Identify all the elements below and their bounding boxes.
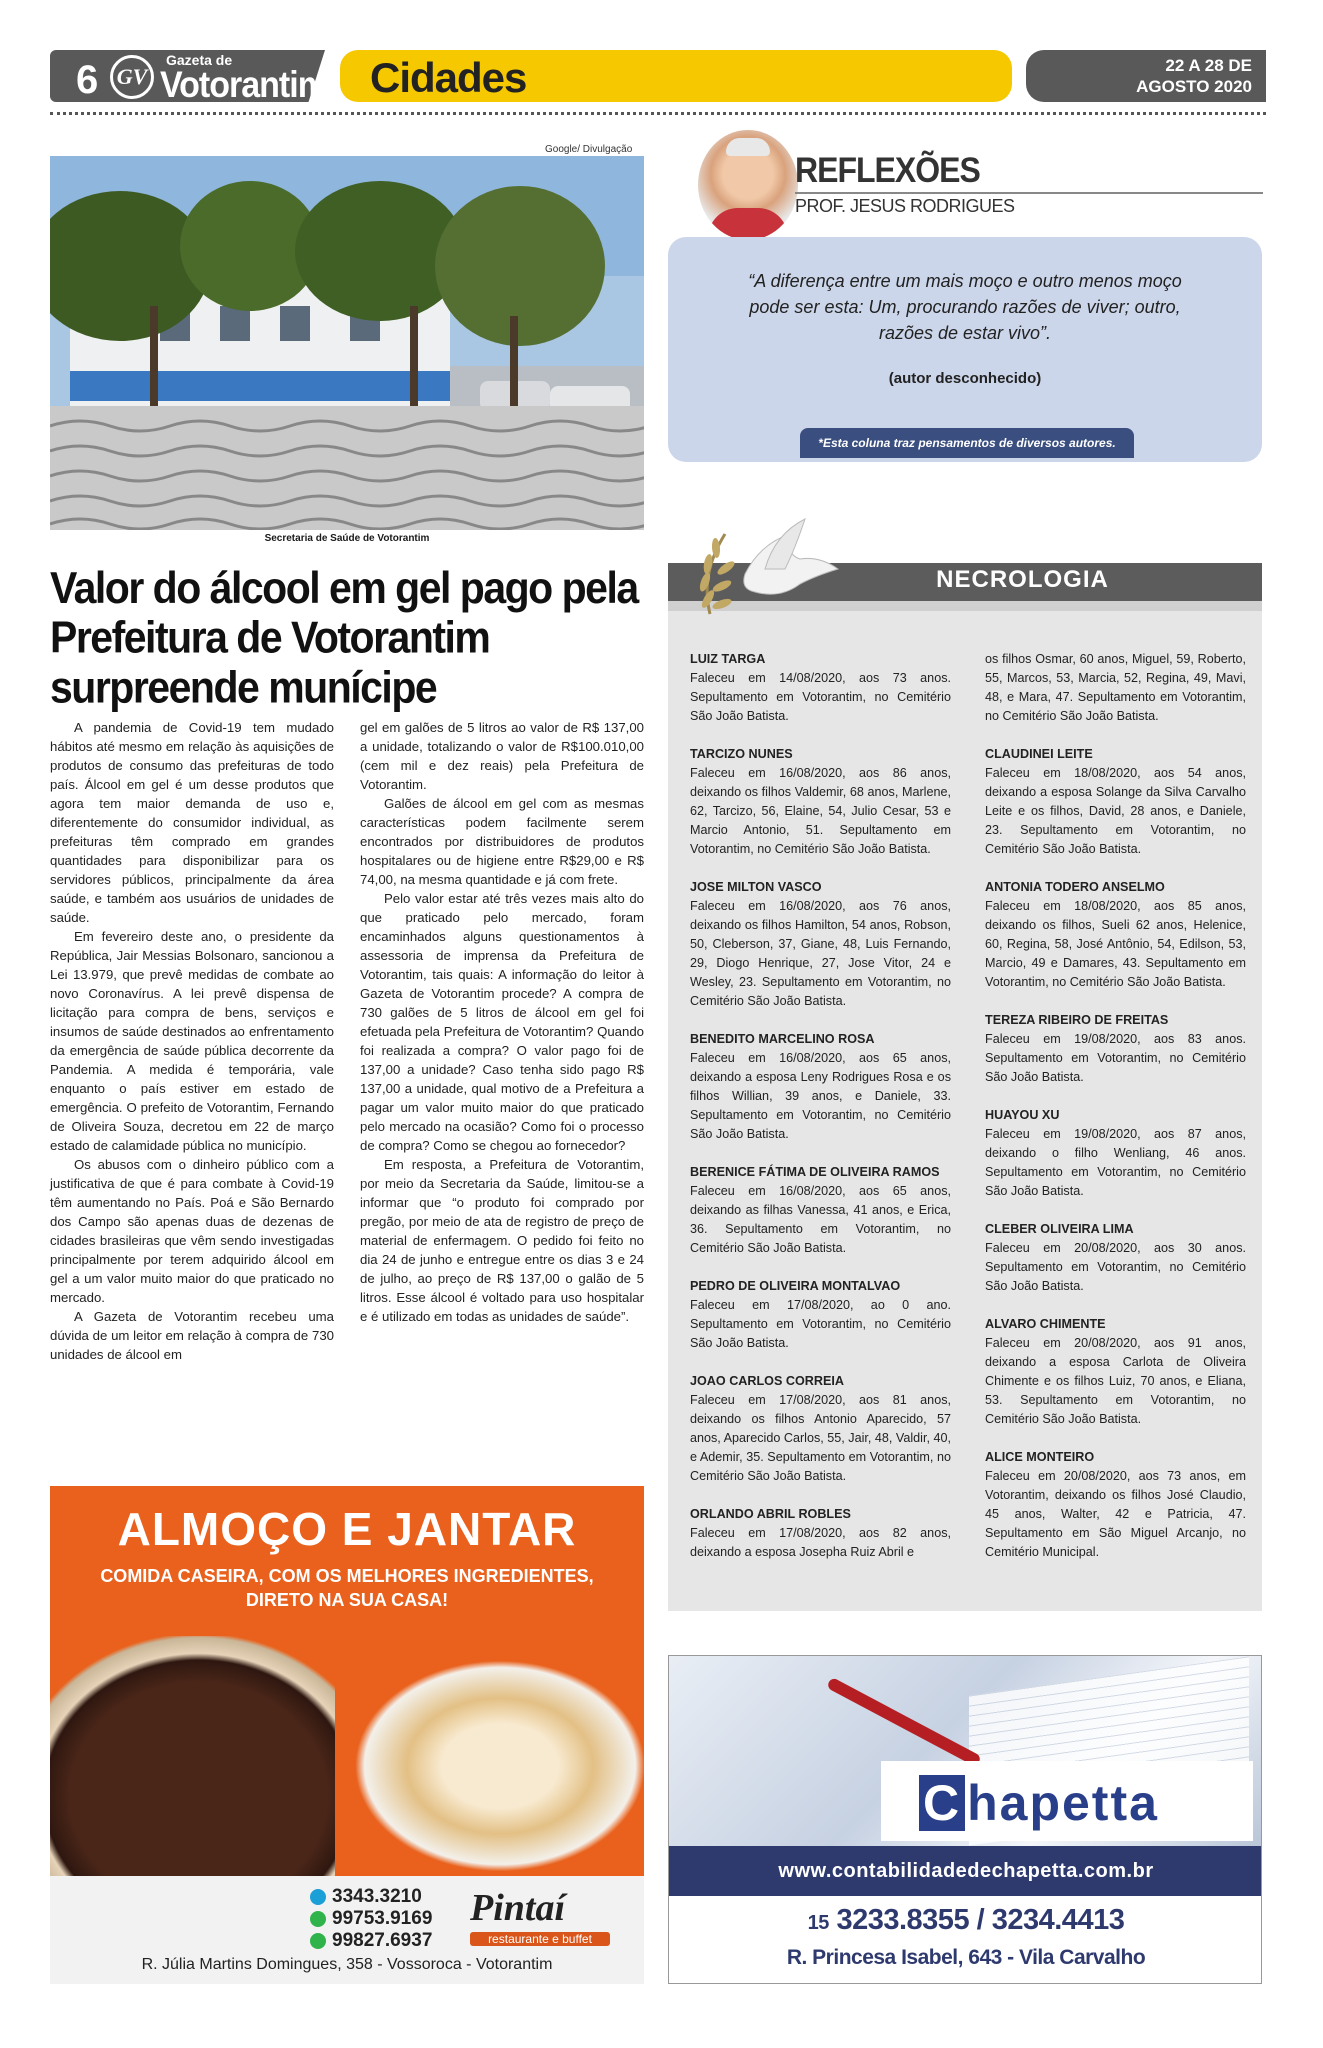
- necrology-column-1: [690, 650, 951, 1581]
- ad-subtitle: [50, 1564, 644, 1612]
- ad-phone-numbers: 3233.8355 / 3234.4413: [836, 1904, 1125, 1936]
- page-header: [0, 0, 1323, 115]
- deceased-details: Faleceu em 17/08/2020, ao 0 ano. Sepultamento em Votorantim, no Cemitério São João Batista.: [690, 1298, 951, 1350]
- deceased-details: Faleceu em 16/08/2020, aos 65 anos, deixando as filhas Vanessa, 41 anos, e Erica, 36. Sepultamento em Votorantim, no Cemitério São João Batista.: [690, 1184, 951, 1255]
- article-photo: [50, 156, 644, 530]
- deceased-name: JOAO CARLOS CORREIA: [690, 1374, 844, 1388]
- dove-laurel-icon: [690, 514, 840, 624]
- necrology-entry: [690, 745, 951, 859]
- deceased-details: Faleceu em 19/08/2020, aos 87 anos, deixando o filho Wenliang, 46 anos. Sepultamento em Votorantim, no Cemitério São João Batista.: [985, 1127, 1246, 1198]
- necrology-entry: [690, 1505, 951, 1562]
- necrology-column-2: [985, 650, 1246, 1581]
- photo-credit: Google/ Divulgação: [545, 144, 633, 155]
- chapetta-logo-initial: C: [919, 1775, 965, 1831]
- article-headline: Valor do álcool em gel pago pela Prefeitura de Votorantim surpreende munícipe: [50, 563, 638, 713]
- ad-phone-row[interactable]: [310, 1886, 432, 1908]
- necrology-list: [690, 650, 1246, 1581]
- chapetta-logo-text: hapetta: [967, 1775, 1159, 1831]
- necrology-entry: [690, 878, 951, 1011]
- necrology-entry: [985, 1011, 1246, 1087]
- section-banner: [340, 50, 1012, 102]
- health-building-illustration: [50, 156, 644, 530]
- whatsapp-icon: [310, 1911, 326, 1927]
- deceased-name: BERENICE FÁTIMA DE OLIVEIRA RAMOS: [690, 1165, 940, 1179]
- logo-name: Votorantim: [160, 64, 327, 106]
- deceased-details: Faleceu em 19/08/2020, aos 83 anos. Sepultamento em Votorantim, no Cemitério São João Batista.: [985, 1032, 1246, 1084]
- ad-phone: 99753.9169: [332, 1908, 433, 1929]
- ad-website-link[interactable]: www.contabilidadedechapetta.com.br: [669, 1846, 1262, 1896]
- column-title: REFLEXÕES: [795, 150, 980, 190]
- logo-emblem: GV: [110, 55, 154, 99]
- necrology-entry: [985, 1315, 1246, 1429]
- columnist-hair: [726, 138, 770, 156]
- necrology-entry: [985, 1220, 1246, 1296]
- necrology-entry: [985, 745, 1246, 859]
- ad-phone: 99827.6937: [332, 1930, 433, 1951]
- column-note: *Esta coluna traz pensamentos de diversos autores.: [800, 428, 1134, 458]
- ad-area-code: 15: [807, 1912, 829, 1934]
- necrology-entry: [690, 650, 951, 726]
- phone-icon: [310, 1889, 326, 1905]
- necrology-entry: [985, 1106, 1246, 1201]
- deceased-name: ALICE MONTEIRO: [985, 1450, 1095, 1464]
- ad-title: ALMOÇO E JANTAR: [117, 1503, 577, 1555]
- restaurant-tagline: restaurante e buffet: [470, 1932, 610, 1946]
- deceased-details: Faleceu em 17/08/2020, aos 81 anos, deixando os filhos Antonio Aparecido, 57 anos, Aparecido Carlos, 55, Jair, 48, Valdir, 40, e Ademir, 35. Sepultamento em Votorantim, no Cemitério São João Batista.: [690, 1393, 951, 1483]
- deceased-details: Faleceu em 17/08/2020, aos 82 anos, deixando a esposa Josepha Ruiz Abril e: [690, 1526, 951, 1559]
- deceased-name: ORLANDO ABRIL ROBLES: [690, 1507, 851, 1521]
- deceased-details: Faleceu em 14/08/2020, aos 73 anos. Sepultamento em Votorantim, no Cemitério São João Batista.: [690, 671, 951, 723]
- whatsapp-icon: [310, 1933, 326, 1949]
- deceased-name: JOSE MILTON VASCO: [690, 880, 822, 894]
- article-column-1: [50, 718, 334, 1364]
- necrology-entry: [690, 1163, 951, 1258]
- issue-date-line2: AGOSTO 2020: [1136, 77, 1252, 96]
- necrology-entry: [690, 1372, 951, 1486]
- restaurant-ad[interactable]: [50, 1486, 644, 1984]
- deceased-name: BENEDITO MARCELINO ROSA: [690, 1032, 875, 1046]
- deceased-details: os filhos Osmar, 60 anos, Miguel, 59, Roberto, 55, Marcos, 53, Marcia, 52, Regina, 49, Mavi, 48, e Mara, 47. Sepultamento em Votorantim, no Cemitério São João Batista.: [985, 652, 1246, 723]
- columnist-shirt: [708, 208, 788, 240]
- ad-phone: 3343.3210: [332, 1886, 422, 1907]
- article-paragraph: Em fevereiro deste ano, o presidente da República, Jair Messias Bolsonaro, sancionou a Lei 13.979, que prevê medidas de combate ao novo Coronavírus. A lei prevê dispensa de licitação para compra de bens, serviços e insumos de saúde destinados ao enfrentamento da emergência de saúde pública decorrente da Pandemia. A medida é temporária, vale enquanto o país estiver em estado de emergência. O prefeito de Votorantim, Fernando de Oliveira Souza, decretou em 22 de março estado de calamidade pública no município.: [50, 929, 334, 1153]
- deceased-details: Faleceu em 18/08/2020, aos 85 anos, deixando os filhos, Sueli 62 anos, Helenice, 60, Regina, 58, José Antônio, 54, Edilson, 53, Marcio, 49 e Damares, 43. Sepultamento em Votorantim, no Cemitério São João Batista.: [985, 899, 1246, 989]
- restaurant-address: R. Júlia Martins Domingues, 358 - Vossoroca - Votorantim: [141, 1956, 553, 1973]
- deceased-name: PEDRO DE OLIVEIRA MONTALVAO: [690, 1279, 901, 1293]
- issue-date-line1: 22 A 28 DE: [1165, 56, 1252, 75]
- article-column-2: [360, 718, 644, 1364]
- deceased-name: ALVARO CHIMENTE: [985, 1317, 1106, 1331]
- necrology-title: NECROLOGIA: [936, 566, 1109, 593]
- restaurant-logo: Pintaí: [470, 1887, 566, 1929]
- deceased-details: Faleceu em 18/08/2020, aos 54 anos, deixando a esposa Solange da Silva Carvalho Leite e os filhos, David, 28 anos, e Daniele, 23. Sepultamento em Votorantim, no Cemitério São João Batista.: [985, 766, 1246, 856]
- necrology-entry: [690, 1277, 951, 1353]
- logo-gazeta-text: Gazeta de: [166, 52, 233, 68]
- quote-text: “A diferença entre um mais moço e outro menos moço pode ser esta: Um, procurando razões de viver; outro, razões de estar vivo”.: [748, 271, 1182, 343]
- food-plate-image: [335, 1646, 644, 1886]
- deceased-details: Faleceu em 16/08/2020, aos 65 anos, deixando a esposa Leny Rodrigues Rosa e os filhos Willian, 39 anos, e Daniele, 33. Sepultamento em Votorantim, no Cemitério São João Batista.: [690, 1051, 951, 1141]
- issue-date: [1026, 50, 1266, 102]
- header-divider: [50, 112, 1266, 115]
- deceased-details: Faleceu em 16/08/2020, aos 76 anos, deixando os filhos Hamilton, 54 anos, Robson, 50, Cleberson, 37, Giane, 48, Luis Fernando, 29, Diogo Henrique, 27, Jose Vitor, 24 e Wesley, 23. Sepultamento em Votorantim, no Cemitério São João Batista.: [690, 899, 951, 1008]
- article-paragraph: Em resposta, a Prefeitura de Votorantim, por meio da Secretaria da Saúde, limitou-se a informar que “o produto foi comprado por pregão, por meio de ata de registro de preço de material de enfermagem. O pedido foi feito no dia 24 de junho e entregue entre os dias 3 e 24 de julho, ao preço de R$ 137,00 o galão de 5 litros. Esse álcool é voltado para uso hospitalar e é utilizado em todas as unidades de saúde”.: [360, 1157, 644, 1324]
- deceased-name: LUIZ TARGA: [690, 652, 766, 666]
- deceased-name: HUAYOU XU: [985, 1108, 1060, 1122]
- article-paragraph: A Gazeta de Votorantim recebeu uma dúvida de um leitor em relação à compra de 730 unidades de álcool em: [50, 1309, 334, 1362]
- deceased-details: Faleceu em 20/08/2020, aos 91 anos, deixando a esposa Carlota de Oliveira Chimente e os filhos Luiz, 70 anos, e Eliana, 53. Sepultamento em Votorantim, no Cemitério São João Batista.: [985, 1336, 1246, 1426]
- article-paragraph: A pandemia de Covid-19 tem mudado hábitos até mesmo em relação às aquisições de produtos de consumo das prefeituras de todo país. Álcool em gel é um desse produtos que agora tem maior demanda de uso e, diferentemente do consumidor individual, as prefeituras têm comprado em grandes quantidades para disponibilizar para os servidores públicos, principalmente da área saúde, e também aos usuários de unidades de saúde.: [50, 720, 334, 925]
- deceased-details: Faleceu em 20/08/2020, aos 73 anos, em Votorantim, deixando os filhos José Claudio, 45 anos, Walter, 42 e Patricia, 47. Sepultamento em São Miguel Arcanjo, no Cemitério Municipal.: [985, 1469, 1246, 1559]
- columnist-photo: [698, 130, 798, 240]
- necrology-entry: [985, 878, 1246, 992]
- chapetta-logo: [919, 1774, 1159, 1832]
- necrology-entry-continued: [985, 650, 1246, 726]
- quote-source: (autor desconhecido): [888, 370, 1042, 387]
- ad-subtitle-line2: DIRETO NA SUA CASA!: [245, 1590, 449, 1610]
- accounting-ad[interactable]: [668, 1655, 1262, 1984]
- necrology-entry: [690, 1030, 951, 1144]
- page-number: 6: [76, 58, 99, 102]
- ad-phone-row[interactable]: [310, 1908, 432, 1930]
- column-title-rule: [795, 192, 1263, 194]
- photo-caption: Secretaria de Saúde de Votorantim: [264, 533, 430, 544]
- ad-phones: [669, 1904, 1262, 1937]
- ad-phone-row[interactable]: [310, 1930, 432, 1952]
- deceased-name: CLEBER OLIVEIRA LIMA: [985, 1222, 1134, 1236]
- necrology-entry: [985, 1448, 1246, 1562]
- deceased-details: Faleceu em 16/08/2020, aos 86 anos, deixando os filhos Valdemir, 68 anos, Marlene, 62, Tarcizo, 56, Elaine, 54, Julio Cesar, 53 e Marcio Antonio, 51. Sepultamento em Votorantim, no Cemitério São João Batista.: [690, 766, 951, 856]
- column-author: PROF. JESUS RODRIGUES: [795, 196, 1015, 216]
- deceased-name: CLAUDINEI LEITE: [985, 747, 1093, 761]
- article-paragraph: gel em galões de 5 litros ao valor de R$ 137,00 a unidade, totalizando o valor de R$100.010,00 (cem mil e dez reais) pela Prefeitura de Votorantim.: [360, 720, 644, 792]
- deceased-details: Faleceu em 20/08/2020, aos 30 anos. Sepultamento em Votorantim, no Cemitério São João Batista.: [985, 1241, 1246, 1293]
- deceased-name: ANTONIA TODERO ANSELMO: [985, 880, 1165, 894]
- ad-address: R. Princesa Isabel, 643 - Vila Carvalho: [786, 1946, 1146, 1969]
- article-paragraph: Os abusos com o dinheiro público com a justificativa de que é para combate à Covid-19 têm aumentando no País. Poá e São Bernardo dos Campo são apenas duas de dezenas de cidades brasileiras que vêm sendo investigadas principalmente por terem adquirido álcool em gel a um valor muito maior do que praticado no mercado.: [50, 1157, 334, 1305]
- section-title: Cidades: [370, 54, 527, 101]
- article-paragraph: Galões de álcool em gel com as mesmas características podem facilmente serem encontrados por distribuidores de produtos hospitalares ou de higiene entre R$29,00 e R$ 74,00, na mesma quantidade e já com frete.: [360, 796, 644, 887]
- article-paragraph: Pelo valor estar até três vezes mais alto do que praticado pelo mercado, foram encaminhados alguns questionamentos à assessoria de imprensa da Prefeitura de Votorantim, tais quais: A informação do leitor à Gazeta de Votorantim procede? A compra de 730 galões de 5 litros de álcool em gel foi efetuada pela Prefeitura de Votorantim? Quando foi realizada a compra? O valor pago foi de 137,00 a unidade? Caso tenha sido pago R$ 137,00 a unidade, qual motivo de a Prefeitura a pagar um valor muito maior do que praticado pelo mercado na ocasião? Como foi o processo de compra? Como se chegou ao fornecedor?: [360, 891, 644, 1153]
- ad-subtitle-line1: COMIDA CASEIRA, COM OS MELHORES INGREDIENTES,: [100, 1566, 594, 1586]
- deceased-name: TEREZA RIBEIRO DE FREITAS: [985, 1013, 1169, 1027]
- ad-phone-list: [310, 1886, 432, 1952]
- article-body: [50, 718, 644, 1364]
- deceased-name: TARCIZO NUNES: [690, 747, 793, 761]
